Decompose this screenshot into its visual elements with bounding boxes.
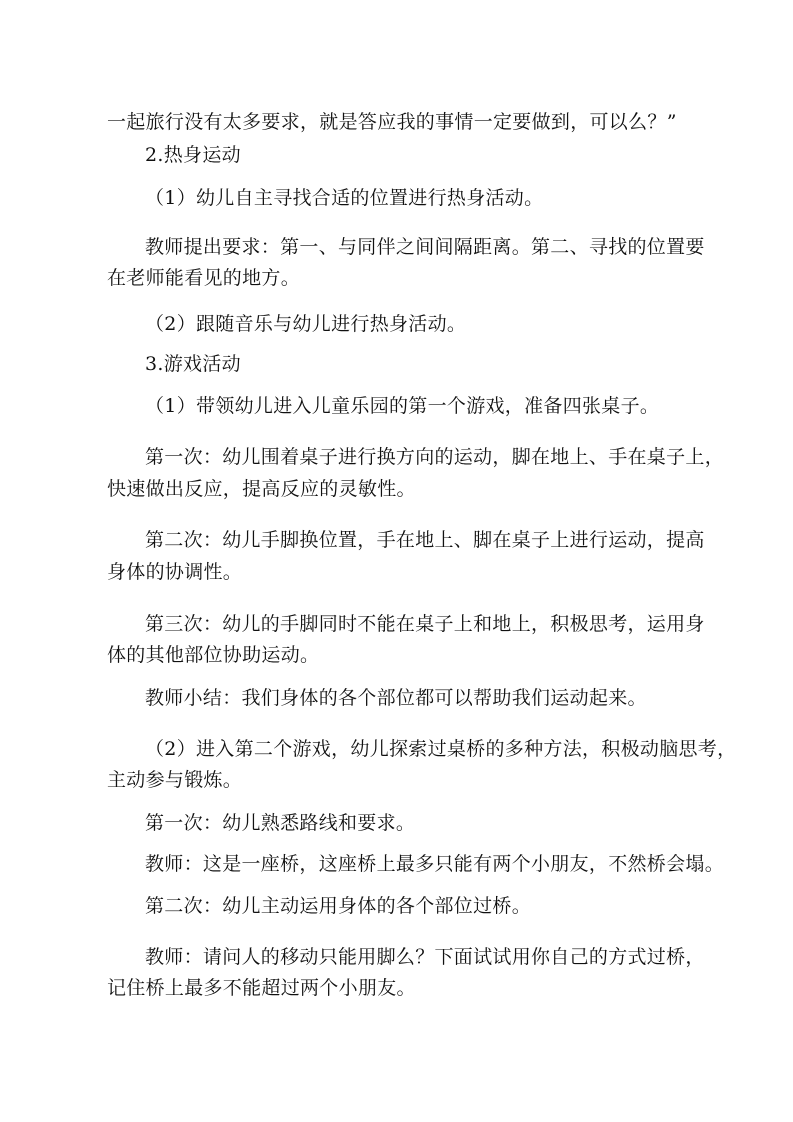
paragraph-bridge-question-cont: 记住桥上最多不能超过两个小朋友。	[107, 977, 416, 999]
paragraph-second-round: 第二次：幼儿手脚换位置，手在地上、脚在桌子上进行运动，提高	[145, 529, 705, 551]
paragraph-teacher-summary: 教师小结：我们身体的各个部位都可以帮助我们运动起来。	[145, 687, 647, 709]
paragraph-bridge-teacher: 教师：这是一座桥，这座桥上最多只能有两个小朋友，不然桥会塌。	[145, 853, 725, 875]
list-item-warmup-2: （2）跟随音乐与幼儿进行热身活动。	[145, 313, 467, 335]
paragraph-third-round: 第三次：幼儿的手脚同时不能在桌子上和地上，积极思考，运用身	[145, 613, 705, 635]
paragraph-second-round-cont: 身体的协调性。	[107, 561, 243, 583]
list-item-game-1: （1）带领幼儿进入儿童乐园的第一个游戏，准备四张桌子。	[145, 395, 660, 417]
paragraph-third-round-cont: 体的其他部位协助运动。	[107, 644, 320, 666]
paragraph-teacher-requirements-cont: 在老师能看见的地方。	[107, 267, 301, 289]
paragraph-first-round: 第一次：幼儿围着桌子进行换方向的运动，脚在地上、手在桌子上，	[145, 446, 725, 468]
text-line-continuation: 一起旅行没有太多要求，就是答应我的事情一定要做到，可以么？”	[107, 111, 677, 133]
list-item-warmup-1: （1）幼儿自主寻找合适的位置进行热身活动。	[145, 187, 544, 209]
list-item-game-2: （2）进入第二个游戏，幼儿探索过桌桥的多种方法，积极动脑思考，	[145, 738, 737, 760]
paragraph-teacher-requirements: 教师提出要求：第一、与同伴之间间隔距离。第二、寻找的位置要	[145, 236, 705, 258]
paragraph-bridge-question: 教师：请问人的移动只能用脚么？下面试试用你自己的方式过桥，	[145, 946, 705, 968]
paragraph-bridge-first: 第一次：幼儿熟悉路线和要求。	[145, 812, 416, 834]
section-heading-warmup: 2.热身运动	[145, 144, 241, 166]
paragraph-bridge-second: 第二次：幼儿主动运用身体的各个部位过桥。	[145, 895, 532, 917]
list-item-game-2-cont: 主动参与锻炼。	[107, 769, 243, 791]
paragraph-first-round-cont: 快速做出反应，提高反应的灵敏性。	[107, 478, 416, 500]
section-heading-games: 3.游戏活动	[145, 353, 241, 375]
